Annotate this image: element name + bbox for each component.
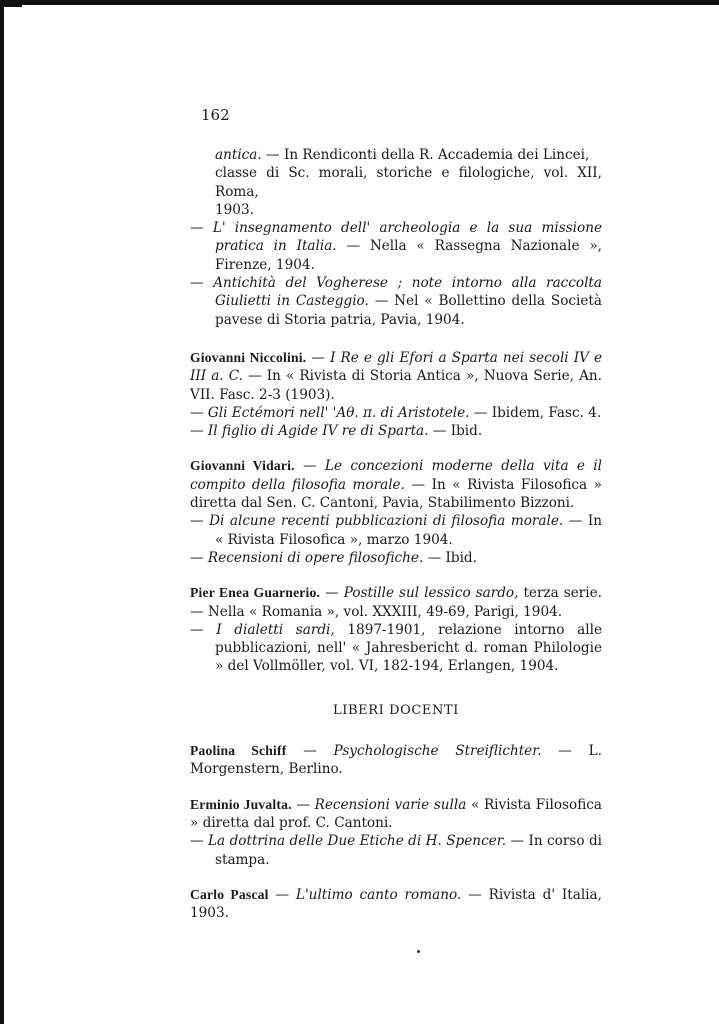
dash: — [190, 621, 217, 638]
work-details: classe di Sc. morali, storiche e filologiche, vol. XII, Roma, [215, 165, 602, 200]
author-name: Giovanni Niccolini. [190, 349, 307, 365]
page-body [190, 146, 602, 922]
author-name: Carlo Pascal [190, 886, 269, 902]
work-details: — Nel « Bollettino della Società pavese di Storia patria, Pavia, 1904. [215, 293, 602, 328]
work-details: — Nella « Rassegna Nazionale », Firenze, 1904. [215, 238, 602, 273]
entry-juvalta [190, 796, 602, 869]
entry-niccolini [190, 349, 602, 440]
separator: — [320, 585, 344, 602]
work-details: — In « Rivista di Storia Antica », Nuova Serie, An. VII. Fasc. 2-3 (1903). [190, 368, 602, 403]
dash: — [190, 220, 213, 237]
entry-schiff [190, 742, 602, 779]
page-number: 162 [201, 106, 230, 124]
work-details: « Rivista Filosofica » diretta dal prof. C. Cantoni. [190, 796, 602, 831]
work-title: I dialetti sardi, [216, 621, 335, 638]
work-title: Psychologische Streiflichter. [333, 743, 542, 760]
dash: — [190, 549, 208, 566]
work-details: — Ibid. [428, 423, 483, 440]
work-title: Recensioni varie sulla [314, 796, 467, 813]
work-details: terza serie. — Nella « Romania », vol. XXXIII, 49-69, Parigi, 1904. [190, 585, 602, 620]
separator: — [294, 458, 325, 475]
separator: — [306, 349, 331, 366]
work-title: L'ultimo canto romano. [295, 886, 462, 903]
dash: — [190, 513, 210, 530]
author-name: Erminio Juvalta. [190, 796, 292, 812]
separator: — [286, 743, 334, 760]
author-name: Paolina Schiff [190, 743, 287, 759]
work-title: Postille sul lessico sardo, [343, 585, 519, 602]
corner-mark [4, 4, 22, 7]
work-title: Antichità del Vogherese ; note intorno alla raccolta Giulietti in Casteggio. [213, 275, 603, 310]
dash: — [190, 833, 209, 850]
work-details: — Ibid. [423, 549, 477, 566]
work-title: Le concezioni moderne della vita e il compito della filosofia morale. [190, 458, 602, 493]
work-details: — L. Morgenstern, Berlino. [190, 743, 602, 778]
work-title: antica. [215, 147, 262, 163]
entry-guarnerio [190, 584, 602, 675]
work-title: Il figlio di Agide IV re di Sparta. [207, 423, 429, 440]
entry-pascal [190, 886, 602, 923]
work-details: — In corso di stampa. [215, 833, 602, 868]
work-details: — Rivista d' Italia, 1903. [190, 886, 602, 922]
work-details: 1897-1901, relazione intorno alle pubblicazioni, nell' « Jahresbericht d. roman Philologie » del Vollmöller, vol. VI, 182-194, Erlangen, 1904. [215, 621, 602, 675]
work-title: Gli Ectémori nell' 'Αθ. π. di Aristotele. [207, 404, 470, 421]
work-year: 1903. [215, 201, 254, 218]
work-details: — In « Rivista Filosofica » diretta dal Sen. C. Cantoni, Pavia, Stabilimento Bizzoni. [190, 476, 602, 512]
section-heading: LIBERI DOCENTI [333, 702, 459, 718]
dash: — [190, 423, 208, 440]
dash: — [190, 404, 208, 421]
entry-vidari [190, 457, 602, 567]
work-title: Di alcune recenti pubblicazioni di filosofia morale. [209, 513, 564, 530]
work-title: La dottrina delle Due Etiche di H. Spencer. [208, 833, 507, 850]
speck [417, 950, 420, 953]
separator: — [291, 796, 315, 813]
page-top-border [0, 0, 719, 5]
separator: — [268, 886, 296, 903]
work-title: I Re e gli Efori a Sparta nei secoli IV e III a. C. [190, 349, 602, 385]
author-name: Pier Enea Guarnerio. [190, 585, 321, 601]
work-details: — In « Rivista Filosofica », marzo 1904. [215, 513, 602, 548]
entry-lincei [190, 146, 602, 329]
work-title: Recensioni di opere filosofiche. [207, 549, 424, 566]
page-left-border [0, 0, 4, 1024]
work-details: — Ibidem, Fasc. 4. [469, 404, 602, 421]
author-name: Giovanni Vidari. [190, 458, 295, 474]
work-title: L' insegnamento dell' archeologia e la sua missione pratica in Italia. [212, 220, 602, 255]
dash: — [190, 275, 214, 292]
work-details: — In Rendiconti della R. Accademia dei Lincei, [261, 147, 590, 163]
